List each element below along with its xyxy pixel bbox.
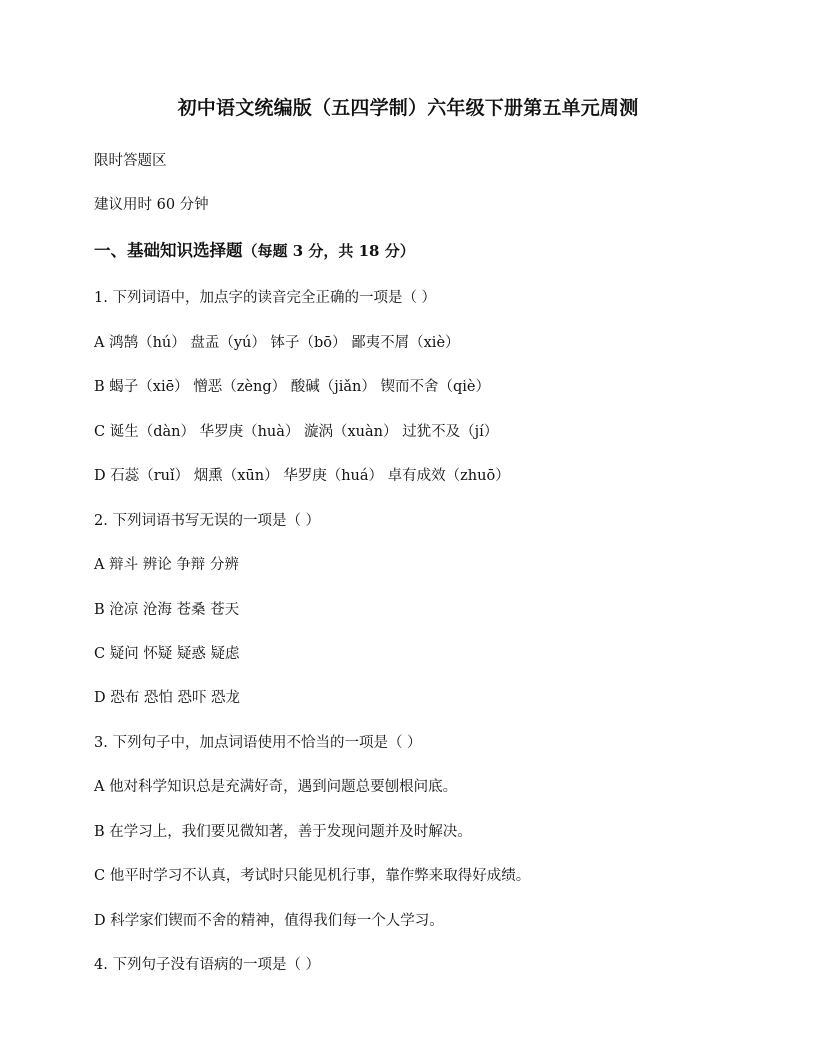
answer-area-label: 限时答题区 [94, 153, 167, 169]
question-2-option-d: D 恐布 恐怕 恐吓 恐龙 [94, 690, 241, 706]
question-2-option-c: C 疑问 怀疑 疑惑 疑虑 [94, 646, 240, 662]
question-3-option-a: A 他对科学知识总是充满好奇，遇到问题总要刨根问底。 [94, 779, 458, 795]
question-1-option-c: C 诞生（dàn） 华罗庚（huà） 漩涡（xuàn） 过犹不及（jí） [94, 424, 499, 440]
question-2-option-a: A 辩斗 辨论 争辩 分辨 [94, 557, 239, 573]
question-1-option-b: B 蝎子（xiē） 憎恶（zèng） 酸碱（jiǎn） 锲而不舍（qiè） [94, 379, 490, 395]
question-1-option-a: A 鸿鹄（hú） 盘盂（yú） 钵子（bō） 鄙夷不屑（xiè） [94, 335, 460, 351]
question-2-stem: 2. 下列词语书写无误的一项是（ ） [94, 513, 321, 529]
question-4-stem: 4. 下列句子没有语病的一项是（ ） [94, 957, 321, 973]
question-3-option-c: C 他平时学习不认真，考试时只能见机行事，靠作弊来取得好成绩。 [94, 868, 531, 884]
section-heading-title: 一、基础知识选择题 [94, 241, 243, 260]
section-heading [94, 238, 415, 264]
section-heading-note: （每题 3 分，共 18 分） [242, 242, 415, 260]
question-3-stem: 3. 下列句子中，加点词语使用不恰当的一项是（ ） [94, 735, 422, 751]
question-3-option-d: D 科学家们锲而不舍的精神，值得我们每一个人学习。 [94, 913, 444, 929]
question-3-option-b: B 在学习上，我们要见微知著，善于发现问题并及时解决。 [94, 824, 472, 840]
question-1-stem: 1. 下列词语中，加点字的读音完全正确的一项是（ ） [94, 290, 437, 306]
question-2-option-b: B 沧凉 沧海 苍桑 苍天 [94, 602, 240, 618]
document-title: 初中语文统编版（五四学制）六年级下册第五单元周测 [177, 97, 639, 119]
question-1-option-d: D 石蕊（ruǐ） 烟熏（xūn） 华罗庚（huá） 卓有成效（zhuō） [94, 468, 510, 484]
suggested-time-label: 建议用时 60 分钟 [94, 197, 209, 213]
